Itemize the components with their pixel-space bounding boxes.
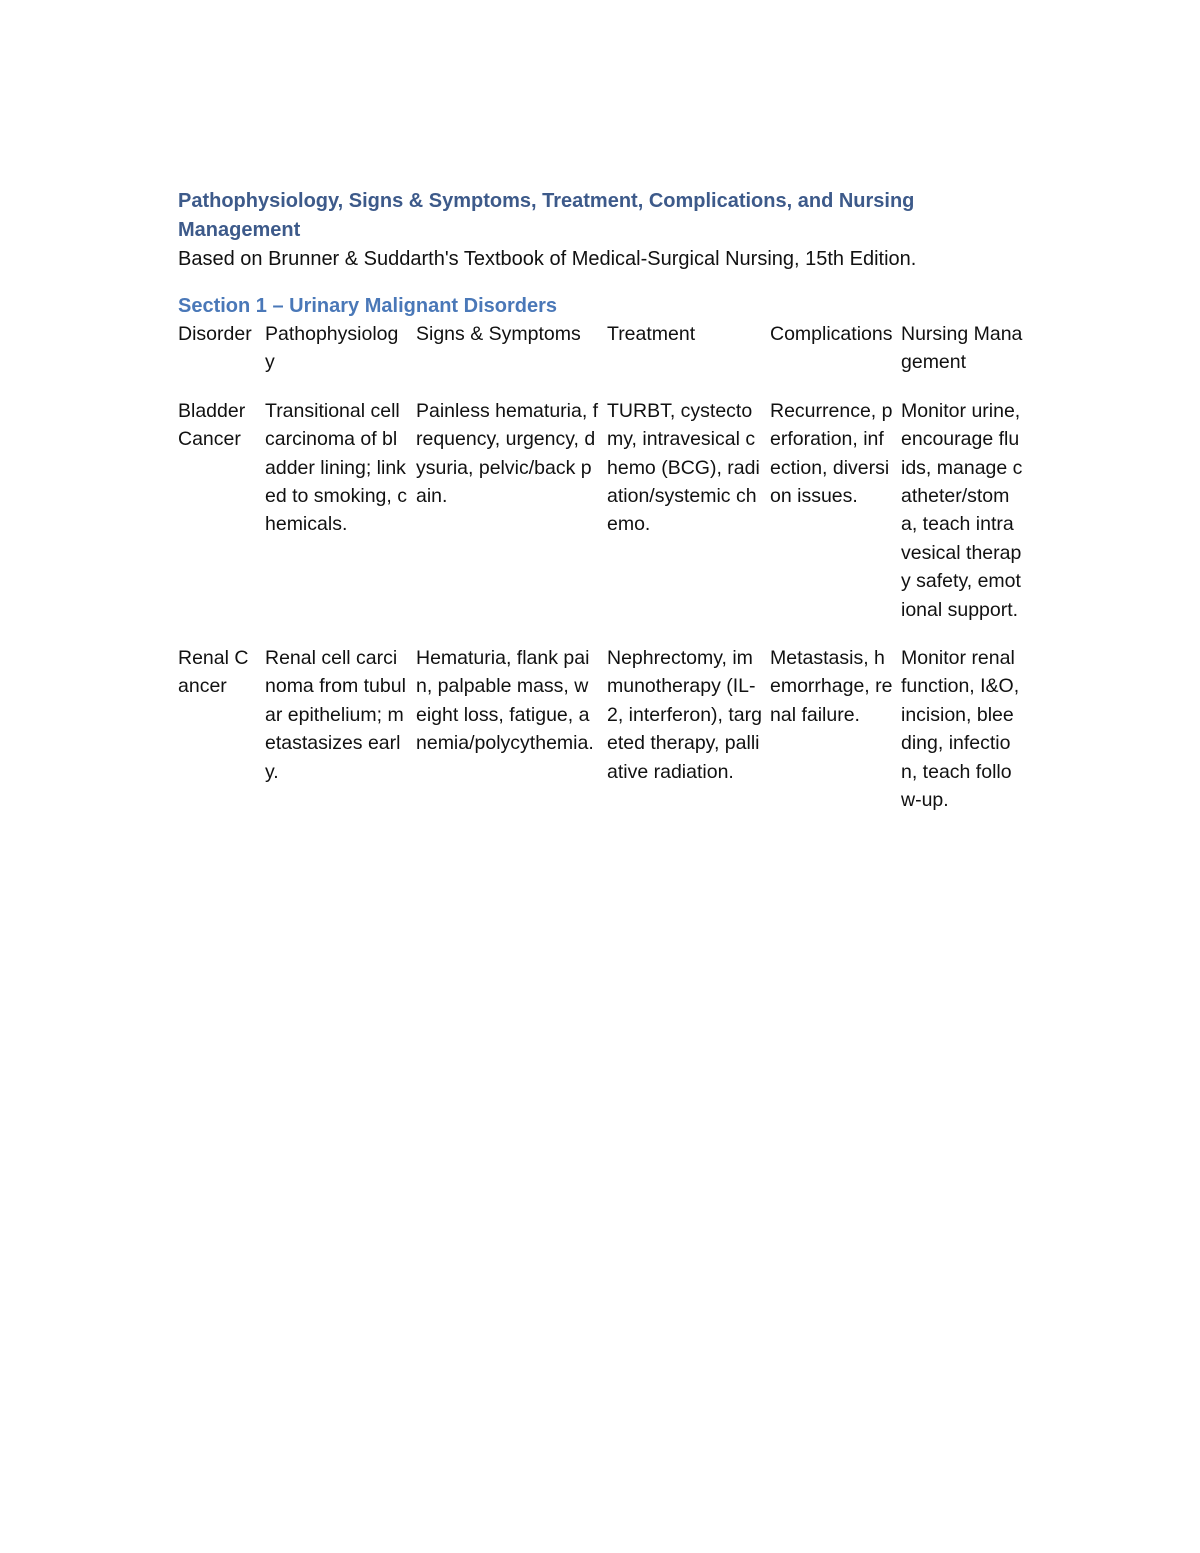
cell-nursing-management: Monitor urine, encourage fluids, manage catheter/stoma, teach intravesical therapy safety, emotional support. xyxy=(901,399,1023,621)
header-disorder: Disorder xyxy=(178,323,252,345)
section-heading: Section 1 – Urinary Malignant Disorders xyxy=(178,295,557,317)
cell-nursing-management: Monitor renal function, I&O, incision, bleeding, infection, teach follow-up. xyxy=(901,647,1020,812)
cell-pathophysiology: Renal cell carcinoma from tubular epithelium; metastasizes early. xyxy=(265,647,406,783)
disorders-table xyxy=(178,320,1031,835)
table-row xyxy=(178,397,1031,644)
table-header xyxy=(178,320,1031,397)
cell-pathophysiology: Transitional cell carcinoma of bladder lining; linked to smoking, chemicals. xyxy=(265,399,407,536)
table-row xyxy=(178,644,1031,834)
cell-disorder: Bladder Cancer xyxy=(178,399,246,451)
cell-complications: Recurrence, perforation, infection, diversion issues. xyxy=(770,399,893,508)
header-nursing-management: Nursing Management xyxy=(901,323,1023,374)
header-complications: Complications xyxy=(770,323,893,345)
document-page xyxy=(178,187,1038,835)
cell-treatment: Nephrectomy, immunotherapy (IL-2, interferon), targeted therapy, palliative radiation. xyxy=(607,647,762,783)
cell-disorder: Renal Cancer xyxy=(178,647,249,698)
cell-complications: Metastasis, hemorrhage, renal failure. xyxy=(770,647,893,726)
header-pathophysiology: Pathophysiology xyxy=(265,323,399,374)
document-subtitle: Based on Brunner & Suddarth's Textbook of Medical-Surgical Nursing, 15th Edition. xyxy=(178,248,917,270)
document-title: Pathophysiology, Signs & Symptoms, Treatment, Complications, and Nursing Management xyxy=(178,190,915,241)
table-body xyxy=(178,397,1031,835)
cell-signs-symptoms: Hematuria, flank pain, palpable mass, weight loss, fatigue, anemia/polycythemia. xyxy=(416,647,594,755)
cell-treatment: TURBT, cystectomy, intravesical chemo (BCG), radiation/systemic chemo. xyxy=(607,399,760,536)
table-header-row xyxy=(178,320,1031,397)
header-treatment: Treatment xyxy=(607,323,696,345)
header-signs-symptoms: Signs & Symptoms xyxy=(416,323,581,345)
cell-signs-symptoms: Painless hematuria, frequency, urgency, dysuria, pelvic/back pain. xyxy=(416,399,599,508)
